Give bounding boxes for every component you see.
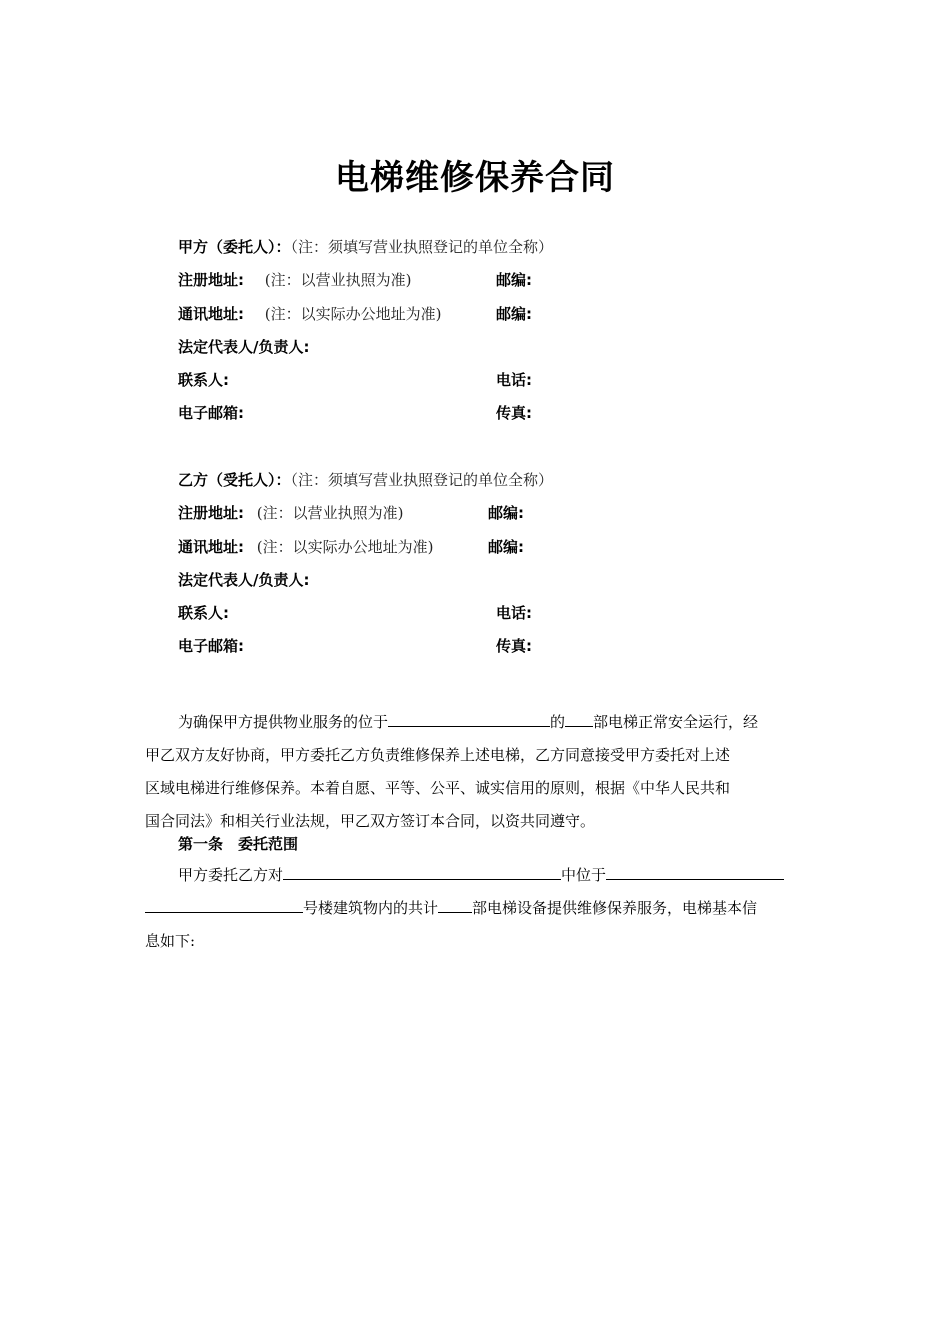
article-1-text-1b: 中位于 [561, 866, 607, 884]
article-1-paragraph [145, 859, 805, 958]
article-1-heading: 第一条 委托范围 [178, 835, 299, 853]
party-a-header-line [178, 236, 553, 258]
party-a-email-label: 电子邮箱: [178, 404, 244, 422]
party-a-mail-addr-label: 通讯地址: [178, 305, 244, 323]
party-a-mail-zip-label: 邮编: [496, 305, 532, 323]
party-a-mail-addr-line [178, 303, 442, 325]
party-a-reg-addr-line [178, 269, 412, 291]
party-b-contact-label: 联系人: [178, 604, 229, 622]
article-1-line-3: 息如下: [145, 932, 196, 950]
party-b-reg-zip-label: 邮编: [488, 504, 524, 522]
party-b-reg-addr-line [178, 502, 404, 524]
party-b-legal-rep-label: 法定代表人/负责人: [178, 571, 310, 589]
party-a-legal-rep-label: 法定代表人/负责人: [178, 338, 310, 356]
preamble-line-2: 甲乙双方友好协商，甲方委托乙方负责维修保养上述电梯，乙方同意接受甲方委托对上述 [145, 746, 731, 764]
party-b-mail-addr-note: (注：以实际办公地址为准) [256, 538, 434, 556]
party-a-header-note: （注：须填写营业执照登记的单位全称） [290, 238, 554, 256]
party-a-reg-addr-label: 注册地址: [178, 271, 244, 289]
party-a-reg-addr-note: (注：以营业执照为准) [264, 271, 412, 289]
article-1-line-2 [145, 892, 805, 925]
building-location-blank-1[interactable] [606, 863, 784, 880]
elevator-count-blank[interactable] [565, 710, 593, 727]
property-name-blank[interactable] [283, 863, 561, 880]
party-b-phone-label: 电话: [496, 604, 532, 622]
building-location-blank-2[interactable] [145, 896, 303, 913]
party-a-phone-label: 电话: [496, 371, 532, 389]
party-a-contact-label: 联系人: [178, 371, 229, 389]
elevator-total-blank[interactable] [438, 896, 472, 913]
party-b-email-label: 电子邮箱: [178, 637, 244, 655]
article-1-line-1 [145, 859, 805, 892]
party-b-header-note: （注：须填写营业执照登记的单位全称） [290, 471, 554, 489]
article-1-text-2b: 部电梯设备提供维修保养服务，电梯基本信 [472, 899, 758, 917]
preamble-paragraph [145, 706, 805, 838]
article-1-text-1a: 甲方委托乙方对 [178, 866, 284, 884]
party-b-header-line [178, 469, 553, 491]
preamble-line-1 [145, 706, 805, 739]
party-a-fax-label: 传真: [496, 404, 532, 422]
party-b-mail-addr-label: 通讯地址: [178, 538, 244, 556]
party-a-mail-addr-note: (注：以实际办公地址为准) [264, 305, 442, 323]
article-1-text-2a: 号楼建筑物内的共计 [303, 899, 439, 917]
party-b-mail-addr-line [178, 536, 434, 558]
party-b-reg-addr-label: 注册地址: [178, 504, 244, 522]
party-b-fax-label: 传真: [496, 637, 532, 655]
party-b-mail-zip-label: 邮编: [488, 538, 524, 556]
party-a-reg-zip-label: 邮编: [496, 271, 532, 289]
party-b-reg-addr-note: (注：以营业执照为准) [256, 504, 404, 522]
preamble-text-1b: 的 [550, 713, 566, 731]
preamble-line-3: 区域电梯进行维修保养。本着自愿、平等、公平、诚实信用的原则，根据《中华人民共和 [145, 779, 731, 797]
document-title: 电梯维修保养合同 [335, 158, 615, 198]
party-a-header: 甲方（委托人）： [178, 238, 291, 256]
location-blank[interactable] [388, 710, 550, 727]
party-b-header: 乙方（受托人）： [178, 471, 291, 489]
preamble-line-4: 国合同法》和相关行业法规，甲乙双方签订本合同，以资共同遵守。 [145, 812, 596, 830]
preamble-text-1c: 部电梯正常安全运行，经 [593, 713, 759, 731]
preamble-text-1a: 为确保甲方提供物业服务的位于 [178, 713, 389, 731]
